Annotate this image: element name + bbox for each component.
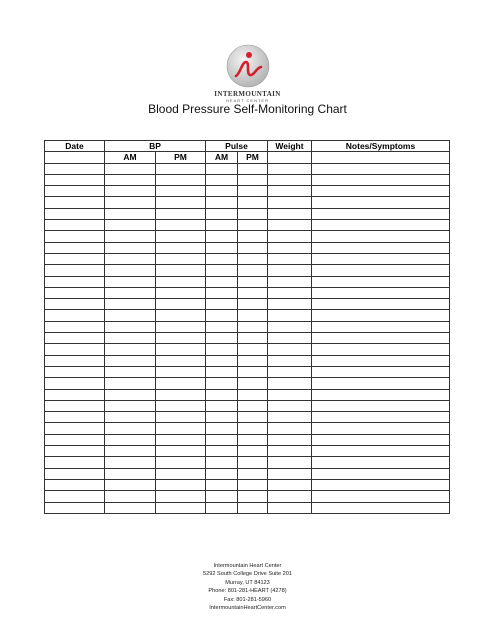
table-cell[interactable] bbox=[206, 378, 238, 389]
table-cell[interactable] bbox=[268, 276, 312, 287]
table-row bbox=[45, 333, 450, 344]
table-cell[interactable] bbox=[238, 378, 268, 389]
table-cell[interactable] bbox=[206, 333, 238, 344]
table-cell[interactable] bbox=[105, 276, 156, 287]
col-weight: Weight bbox=[268, 141, 312, 152]
page-title: Blood Pressure Self-Monitoring Chart bbox=[148, 102, 347, 116]
table-cell[interactable] bbox=[45, 446, 105, 457]
table-cell[interactable] bbox=[156, 457, 206, 468]
table-cell[interactable] bbox=[105, 287, 156, 298]
table-cell[interactable] bbox=[238, 186, 268, 197]
table-cell[interactable] bbox=[105, 491, 156, 502]
table-cell[interactable] bbox=[105, 208, 156, 219]
table-cell[interactable] bbox=[156, 355, 206, 366]
table-cell[interactable] bbox=[45, 434, 105, 445]
table-cell[interactable] bbox=[238, 242, 268, 253]
table-cell[interactable] bbox=[105, 231, 156, 242]
table-row bbox=[45, 299, 450, 310]
table-cell[interactable] bbox=[105, 321, 156, 332]
sub-blank-date bbox=[45, 152, 105, 163]
table-row bbox=[45, 310, 450, 321]
table-cell[interactable] bbox=[105, 378, 156, 389]
footer-street: 5292 South College Drive Suite 201 bbox=[203, 571, 292, 578]
table-cell[interactable] bbox=[312, 231, 450, 242]
table-cell[interactable] bbox=[268, 457, 312, 468]
table-cell[interactable] bbox=[156, 366, 206, 377]
table-cell[interactable] bbox=[268, 208, 312, 219]
table-cell[interactable] bbox=[206, 412, 238, 423]
table-cell[interactable] bbox=[206, 434, 238, 445]
table-cell[interactable] bbox=[45, 299, 105, 310]
log-body bbox=[45, 163, 450, 513]
table-cell[interactable] bbox=[105, 197, 156, 208]
table-cell[interactable] bbox=[206, 355, 238, 366]
table-cell[interactable] bbox=[45, 197, 105, 208]
table-cell[interactable] bbox=[45, 231, 105, 242]
table-cell[interactable] bbox=[238, 321, 268, 332]
table-cell[interactable] bbox=[206, 242, 238, 253]
table-cell[interactable] bbox=[312, 389, 450, 400]
table-row bbox=[45, 468, 450, 479]
table-cell[interactable] bbox=[105, 400, 156, 411]
table-cell[interactable] bbox=[312, 333, 450, 344]
col-pulse: Pulse bbox=[206, 141, 268, 152]
table-row bbox=[45, 276, 450, 287]
table-cell[interactable] bbox=[105, 242, 156, 253]
table-cell[interactable] bbox=[156, 446, 206, 457]
table-cell[interactable] bbox=[206, 389, 238, 400]
table-cell[interactable] bbox=[238, 400, 268, 411]
table-cell[interactable] bbox=[238, 333, 268, 344]
table-cell[interactable] bbox=[312, 321, 450, 332]
footer-address bbox=[0, 562, 495, 612]
table-cell[interactable] bbox=[105, 174, 156, 185]
table-cell[interactable] bbox=[105, 434, 156, 445]
sub-bp-pm: PM bbox=[156, 152, 206, 163]
table-cell[interactable] bbox=[45, 479, 105, 490]
table-cell[interactable] bbox=[156, 287, 206, 298]
table-cell[interactable] bbox=[206, 265, 238, 276]
table-cell[interactable] bbox=[105, 423, 156, 434]
table-cell[interactable] bbox=[206, 231, 238, 242]
table-row bbox=[45, 265, 450, 276]
table-cell[interactable] bbox=[105, 265, 156, 276]
table-cell[interactable] bbox=[105, 299, 156, 310]
table-cell[interactable] bbox=[45, 502, 105, 513]
table-cell[interactable] bbox=[156, 163, 206, 174]
table-row bbox=[45, 208, 450, 219]
table-cell[interactable] bbox=[45, 457, 105, 468]
table-cell[interactable] bbox=[312, 468, 450, 479]
table-cell[interactable] bbox=[206, 186, 238, 197]
table-cell[interactable] bbox=[268, 186, 312, 197]
table-cell[interactable] bbox=[206, 446, 238, 457]
table-cell[interactable] bbox=[312, 355, 450, 366]
table-cell[interactable] bbox=[238, 389, 268, 400]
table-cell[interactable] bbox=[206, 299, 238, 310]
table-cell[interactable] bbox=[268, 265, 312, 276]
table-cell[interactable] bbox=[312, 220, 450, 231]
table-cell[interactable] bbox=[105, 186, 156, 197]
table-cell[interactable] bbox=[312, 344, 450, 355]
table-cell[interactable] bbox=[238, 208, 268, 219]
table-cell[interactable] bbox=[45, 186, 105, 197]
table-cell[interactable] bbox=[45, 163, 105, 174]
table-row bbox=[45, 321, 450, 332]
table-cell[interactable] bbox=[156, 479, 206, 490]
table-cell[interactable] bbox=[45, 468, 105, 479]
table-cell[interactable] bbox=[45, 344, 105, 355]
logo-subtitle: HEART CENTER bbox=[226, 98, 269, 103]
table-cell[interactable] bbox=[268, 502, 312, 513]
table-cell[interactable] bbox=[206, 276, 238, 287]
table-cell[interactable] bbox=[268, 434, 312, 445]
table-row bbox=[45, 434, 450, 445]
table-cell[interactable] bbox=[45, 412, 105, 423]
table-cell[interactable] bbox=[268, 310, 312, 321]
table-cell[interactable] bbox=[268, 344, 312, 355]
table-cell[interactable] bbox=[238, 344, 268, 355]
table-cell[interactable] bbox=[45, 242, 105, 253]
table-cell[interactable] bbox=[156, 321, 206, 332]
table-row bbox=[45, 423, 450, 434]
table-cell[interactable] bbox=[312, 265, 450, 276]
footer-website[interactable]: IntermountainHeartCenter.com bbox=[209, 605, 286, 612]
table-cell[interactable] bbox=[206, 287, 238, 298]
table-cell[interactable] bbox=[206, 457, 238, 468]
table-cell[interactable] bbox=[238, 299, 268, 310]
table-cell[interactable] bbox=[238, 423, 268, 434]
table-cell[interactable] bbox=[105, 457, 156, 468]
table-row bbox=[45, 197, 450, 208]
table-cell[interactable] bbox=[312, 310, 450, 321]
table-cell[interactable] bbox=[105, 333, 156, 344]
table-cell[interactable] bbox=[268, 400, 312, 411]
table-cell[interactable] bbox=[156, 502, 206, 513]
header-row bbox=[45, 141, 450, 152]
table-cell[interactable] bbox=[45, 366, 105, 377]
table-cell[interactable] bbox=[312, 423, 450, 434]
table-cell[interactable] bbox=[312, 400, 450, 411]
sub-pulse-am: AM bbox=[206, 152, 238, 163]
logo bbox=[0, 44, 495, 103]
table-cell[interactable] bbox=[156, 208, 206, 219]
table-cell[interactable] bbox=[156, 220, 206, 231]
table-cell[interactable] bbox=[238, 174, 268, 185]
table-row bbox=[45, 186, 450, 197]
table-row bbox=[45, 491, 450, 502]
table-cell[interactable] bbox=[45, 400, 105, 411]
table-cell[interactable] bbox=[312, 378, 450, 389]
table-cell[interactable] bbox=[312, 276, 450, 287]
table-cell[interactable] bbox=[268, 220, 312, 231]
table-cell[interactable] bbox=[238, 265, 268, 276]
table-row bbox=[45, 502, 450, 513]
logo-name: INTERMOUNTAIN bbox=[214, 90, 281, 98]
sub-bp-am: AM bbox=[105, 152, 156, 163]
table-cell[interactable] bbox=[206, 310, 238, 321]
table-cell[interactable] bbox=[105, 220, 156, 231]
table-cell[interactable] bbox=[268, 253, 312, 264]
table-cell[interactable] bbox=[238, 220, 268, 231]
table-cell[interactable] bbox=[238, 491, 268, 502]
table-cell[interactable] bbox=[45, 321, 105, 332]
table-cell[interactable] bbox=[206, 344, 238, 355]
table-cell[interactable] bbox=[156, 276, 206, 287]
table-cell[interactable] bbox=[238, 502, 268, 513]
table-cell[interactable] bbox=[268, 412, 312, 423]
table-cell[interactable] bbox=[45, 208, 105, 219]
table-row bbox=[45, 163, 450, 174]
table-cell[interactable] bbox=[268, 333, 312, 344]
table-row bbox=[45, 400, 450, 411]
table-cell[interactable] bbox=[105, 468, 156, 479]
table-cell[interactable] bbox=[45, 491, 105, 502]
table-cell[interactable] bbox=[238, 412, 268, 423]
table-cell[interactable] bbox=[206, 502, 238, 513]
table-cell[interactable] bbox=[156, 186, 206, 197]
table-cell[interactable] bbox=[238, 197, 268, 208]
table-row bbox=[45, 344, 450, 355]
table-cell[interactable] bbox=[206, 174, 238, 185]
table-cell[interactable] bbox=[312, 163, 450, 174]
table-cell[interactable] bbox=[206, 366, 238, 377]
table-cell[interactable] bbox=[312, 446, 450, 457]
table-row bbox=[45, 389, 450, 400]
col-date: Date bbox=[45, 141, 105, 152]
table-cell[interactable] bbox=[206, 208, 238, 219]
table-cell[interactable] bbox=[268, 231, 312, 242]
bp-log-table bbox=[44, 140, 450, 514]
table-cell[interactable] bbox=[45, 355, 105, 366]
table-row bbox=[45, 355, 450, 366]
table-cell[interactable] bbox=[238, 253, 268, 264]
table-cell[interactable] bbox=[312, 457, 450, 468]
footer-fax: Fax: 801-281-5960 bbox=[223, 596, 272, 603]
table-cell[interactable] bbox=[45, 287, 105, 298]
footer-phone: Phone: 801-281-HEART (4278) bbox=[208, 588, 287, 595]
table-cell[interactable] bbox=[206, 479, 238, 490]
table-cell[interactable] bbox=[105, 310, 156, 321]
table-cell[interactable] bbox=[105, 502, 156, 513]
table-cell[interactable] bbox=[206, 468, 238, 479]
table-cell[interactable] bbox=[156, 412, 206, 423]
table-cell[interactable] bbox=[268, 321, 312, 332]
col-bp: BP bbox=[105, 141, 206, 152]
table-cell[interactable] bbox=[238, 287, 268, 298]
table-cell[interactable] bbox=[268, 366, 312, 377]
table-cell[interactable] bbox=[206, 163, 238, 174]
table-cell[interactable] bbox=[268, 287, 312, 298]
sub-pulse-pm: PM bbox=[238, 152, 268, 163]
table-cell[interactable] bbox=[105, 446, 156, 457]
table-cell[interactable] bbox=[268, 197, 312, 208]
table-cell[interactable] bbox=[312, 208, 450, 219]
table-cell[interactable] bbox=[45, 333, 105, 344]
table-cell[interactable] bbox=[105, 412, 156, 423]
table-row bbox=[45, 174, 450, 185]
table-cell[interactable] bbox=[238, 434, 268, 445]
table-row bbox=[45, 446, 450, 457]
table-cell[interactable] bbox=[105, 389, 156, 400]
table-cell[interactable] bbox=[45, 378, 105, 389]
table-cell[interactable] bbox=[206, 423, 238, 434]
table-row bbox=[45, 479, 450, 490]
table-cell[interactable] bbox=[156, 333, 206, 344]
table-cell[interactable] bbox=[312, 412, 450, 423]
table-cell[interactable] bbox=[268, 355, 312, 366]
table-cell[interactable] bbox=[238, 468, 268, 479]
table-row bbox=[45, 378, 450, 389]
table-cell[interactable] bbox=[268, 479, 312, 490]
table-cell[interactable] bbox=[45, 220, 105, 231]
table-cell[interactable] bbox=[268, 299, 312, 310]
table-cell[interactable] bbox=[312, 434, 450, 445]
table-cell[interactable] bbox=[268, 163, 312, 174]
table-cell[interactable] bbox=[238, 310, 268, 321]
table-cell[interactable] bbox=[156, 231, 206, 242]
table-cell[interactable] bbox=[206, 321, 238, 332]
col-notes: Notes/Symptoms bbox=[312, 141, 450, 152]
table-cell[interactable] bbox=[268, 423, 312, 434]
table-cell[interactable] bbox=[156, 242, 206, 253]
intermountain-logo-icon bbox=[226, 44, 270, 88]
footer-org: Intermountain Heart Center bbox=[213, 563, 282, 569]
table-cell[interactable] bbox=[206, 220, 238, 231]
table-cell[interactable] bbox=[156, 400, 206, 411]
table-cell[interactable] bbox=[156, 299, 206, 310]
table-cell[interactable] bbox=[105, 366, 156, 377]
sub-blank-notes bbox=[312, 152, 450, 163]
table-cell[interactable] bbox=[268, 242, 312, 253]
table-cell[interactable] bbox=[105, 355, 156, 366]
table-cell[interactable] bbox=[45, 174, 105, 185]
table-row bbox=[45, 366, 450, 377]
table-cell[interactable] bbox=[238, 366, 268, 377]
table-cell[interactable] bbox=[156, 344, 206, 355]
table-row bbox=[45, 287, 450, 298]
table-cell[interactable] bbox=[238, 163, 268, 174]
table-row bbox=[45, 231, 450, 242]
table-cell[interactable] bbox=[312, 197, 450, 208]
table-cell[interactable] bbox=[156, 378, 206, 389]
table-cell[interactable] bbox=[238, 446, 268, 457]
table-cell[interactable] bbox=[312, 502, 450, 513]
table-cell[interactable] bbox=[238, 276, 268, 287]
table-cell[interactable] bbox=[105, 253, 156, 264]
table-cell[interactable] bbox=[268, 491, 312, 502]
table-cell[interactable] bbox=[238, 355, 268, 366]
table-cell[interactable] bbox=[45, 276, 105, 287]
table-cell[interactable] bbox=[312, 287, 450, 298]
table-cell[interactable] bbox=[312, 174, 450, 185]
table-cell[interactable] bbox=[45, 389, 105, 400]
table-cell[interactable] bbox=[312, 299, 450, 310]
table-row bbox=[45, 253, 450, 264]
table-row bbox=[45, 457, 450, 468]
table-cell[interactable] bbox=[156, 491, 206, 502]
table-cell[interactable] bbox=[45, 423, 105, 434]
table-cell[interactable] bbox=[105, 163, 156, 174]
table-cell[interactable] bbox=[45, 310, 105, 321]
table-cell[interactable] bbox=[156, 174, 206, 185]
table-cell[interactable] bbox=[156, 423, 206, 434]
table-cell[interactable] bbox=[312, 366, 450, 377]
sub-blank-weight bbox=[268, 152, 312, 163]
table-cell[interactable] bbox=[312, 242, 450, 253]
table-cell[interactable] bbox=[156, 310, 206, 321]
table-cell[interactable] bbox=[238, 231, 268, 242]
table-cell[interactable] bbox=[156, 389, 206, 400]
table-cell[interactable] bbox=[238, 479, 268, 490]
table-cell[interactable] bbox=[206, 491, 238, 502]
table-cell[interactable] bbox=[312, 479, 450, 490]
table-cell[interactable] bbox=[268, 446, 312, 457]
subheader-row bbox=[45, 152, 450, 163]
footer-city: Murray, UT 84123 bbox=[225, 579, 270, 586]
table-row bbox=[45, 242, 450, 253]
table-cell[interactable] bbox=[312, 186, 450, 197]
table-cell[interactable] bbox=[312, 253, 450, 264]
table-cell[interactable] bbox=[156, 434, 206, 445]
table-cell[interactable] bbox=[206, 253, 238, 264]
table-cell[interactable] bbox=[45, 253, 105, 264]
table-cell[interactable] bbox=[268, 174, 312, 185]
table-row bbox=[45, 220, 450, 231]
table-cell[interactable] bbox=[312, 491, 450, 502]
table-cell[interactable] bbox=[268, 378, 312, 389]
table-cell[interactable] bbox=[156, 253, 206, 264]
table-cell[interactable] bbox=[206, 400, 238, 411]
table-cell[interactable] bbox=[105, 479, 156, 490]
table-cell[interactable] bbox=[156, 468, 206, 479]
table-cell[interactable] bbox=[206, 197, 238, 208]
table-cell[interactable] bbox=[156, 265, 206, 276]
table-cell[interactable] bbox=[156, 197, 206, 208]
table-cell[interactable] bbox=[238, 457, 268, 468]
table-cell[interactable] bbox=[105, 344, 156, 355]
table-cell[interactable] bbox=[45, 265, 105, 276]
table-cell[interactable] bbox=[268, 389, 312, 400]
table-cell[interactable] bbox=[268, 468, 312, 479]
table-row bbox=[45, 412, 450, 423]
